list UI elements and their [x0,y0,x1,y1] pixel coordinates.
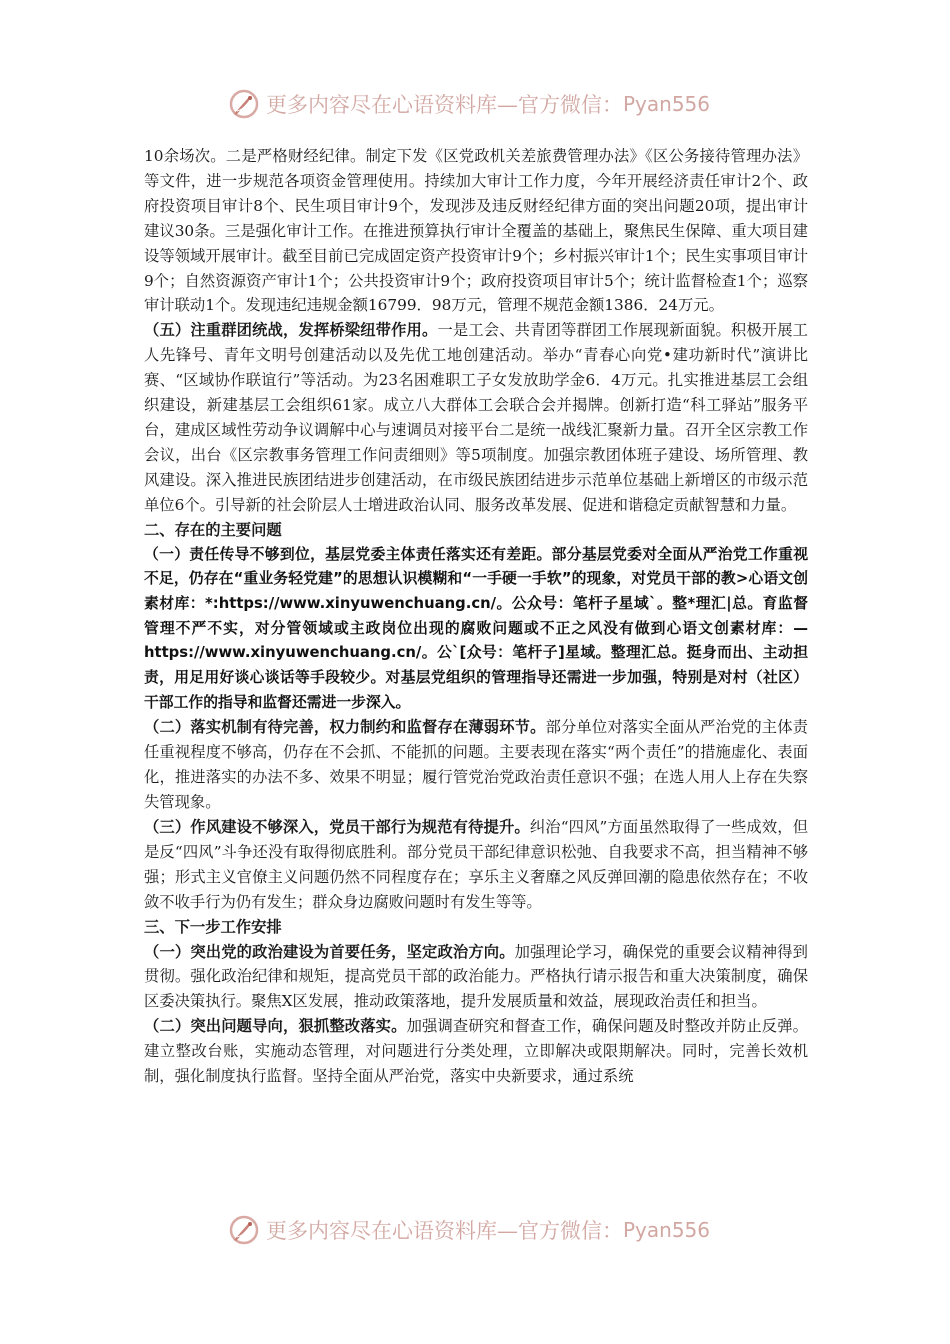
paragraph-body: 一是工会、共青团等群团工作展现新面貌。积极开展工人先锋号、青年文明号创建活动以及先优工地创建活动。举办“青春心向党•建功新时代”演讲比赛、“区域协作联谊行”等活动。为23名困难职工子女发放助学金6．4万元。扎实推进基层工会组织建设，新建基层工会组织61家。成立八大群体工会联合会并揭牌。创新打造“科工驿站”服务平台，建成区域性劳动争议调解中心与速调员对接平台二是统一战线汇聚新力量。召开全区宗教工作会议，出台《区宗教事务管理工作问责细则》等5项制度。加强宗教团体班子建设、场所管理、教风建设。深入推进民族团结进步创建活动，在市级民族团结进步示范单位基础上新增区的市级示范单位6个。引导新的社会阶层人士增进政治认同、服务改革发展、促进和谐稳定贡献智慧和力量。 [144,321,808,514]
paragraph-lead: （五）注重群团统战，发挥桥梁纽带作用。 [144,321,438,340]
document-body [144,144,808,1089]
paragraph-lead: （二）突出问题导向，狠抓整改落实。 [144,1017,407,1036]
paragraph-audit [144,144,808,318]
paragraph-responsibility: （一）责任传导不够到位，基层党委主体责任落实还有差距。部分基层党委对全面从严治党工作重视不足，仍存在“重业务轻党建”的思想认识模糊和“一手硬一手软”的现象，对党员干部的教>心语文创素材库：*:https://www.xinyuwenchuang.cn/。公众号：笔杆子星域`。整*理汇|总。育监督管理不严不实，对分管领域或主政岗位出现的腐败问题或不正之风没有做到心语文创素材库：—https://www.xinyuwenchuang.cn/。公`[众号：笔杆子]星域。整理汇总。挺身而出、主动担责，用足用好谈心谈话等手段较少。对基层党组织的管理指导还需进一步加强，特别是对村（社区）干部工作的指导和监督还需进一步深入。 [144,545,808,711]
pen-logo-icon [228,1214,260,1246]
paragraph-body: 加强调查研究和督查工作，确保问题及时整改并防止反弹。建立整改台账，实施动态管理，对问题进行分类处理，立即解决或限期解决。同时，完善长效机制，强化制度执行监督。坚持全面从严治党，落实中央新要求，通过系统 [144,1017,808,1086]
pen-logo-icon [228,88,260,120]
paragraph-political-building [144,940,808,1015]
paragraph-lead: （二）落实机制有待完善，权力制约和监督存在薄弱环节。 [144,718,546,737]
paragraph-rectification [144,1014,808,1089]
paragraph-united-front [144,318,808,517]
paragraph-lead: （一）突出党的政治建设为首要任务，坚定政治方向。 [144,942,515,961]
watermark-banner-bottom [228,1212,728,1248]
paragraph-body: 加强理论学习，确保党的重要会议精神得到贯彻。强化政治纪律和规矩，提高党员干部的政治能力。严格执行请示报告和重大决策制度，确保区委决策执行。聚焦X区发展，推动政策落地，提升发展质量和效益，展现政治责任和担当。 [144,942,808,1011]
paragraph-body: 部分单位对落实全面从严治党的主体责任重视程度不够高，仍存在不会抓、不能抓的问题。主要表现在落实“两个责任”的措施虚化、表面化，推进落实的办法不多、效果不明显；履行管党治党政治责任意识不强；在选人用人上存在失察失管现象。 [144,718,808,812]
paragraph-lead: （三）作风建设不够深入，党员干部行为规范有待提升。 [144,818,530,837]
section-heading-problems: 二、存在的主要问题 [144,520,282,539]
watermark-text: 更多内容尽在心语资料库—官方微信： [266,1219,623,1243]
watermark-handle: Pyan556 [623,1218,711,1242]
watermark-banner-top [228,86,728,122]
section-heading-next-steps: 三、下一步工作安排 [144,917,282,936]
paragraph-mechanism [144,715,808,815]
paragraph-body: 纠治“四风”方面虽然取得了一些成效，但是反“四风”斗争还没有取得彻底胜利。部分党员干部纪律意识松弛、自我要求不高，担当精神不够强；形式主义官僚主义问题仍然不同程度存在；享乐主义奢靡之风反弹回潮的隐患依然存在；不收敛不收手行为仍有发生；群众身边腐败问题时有发生等等。 [144,818,808,911]
paragraph-work-style [144,815,808,915]
watermark-handle: Pyan556 [623,92,711,116]
paragraph-body: 10余场次。二是严格财经纪律。制定下发《区党政机关差旅费管理办法》《区公务接待管理办法》等文件，进一步规范各项资金管理使用。持续加大审计工作力度，今年开展经济责任审计2个、政府投资项目审计8个、民生项目审计9个，发现涉及违反财经纪律方面的突出问题20项，提出审计建议30条。三是强化审计工作。在推进预算执行审计全覆盖的基础上，聚焦民生保障、重大项目建设等领域开展审计。截至目前已完成固定资产投资审计9个；乡村振兴审计1个；民生实事项目审计9个；自然资源资产审计1个；公共投资审计9个；政府投资项目审计5个；统计监督检查1个；巡察审计联动1个。发现违纪违规金额16799．98万元，管理不规范金额1386．24万元。 [144,147,808,315]
watermark-text: 更多内容尽在心语资料库—官方微信： [266,93,623,117]
